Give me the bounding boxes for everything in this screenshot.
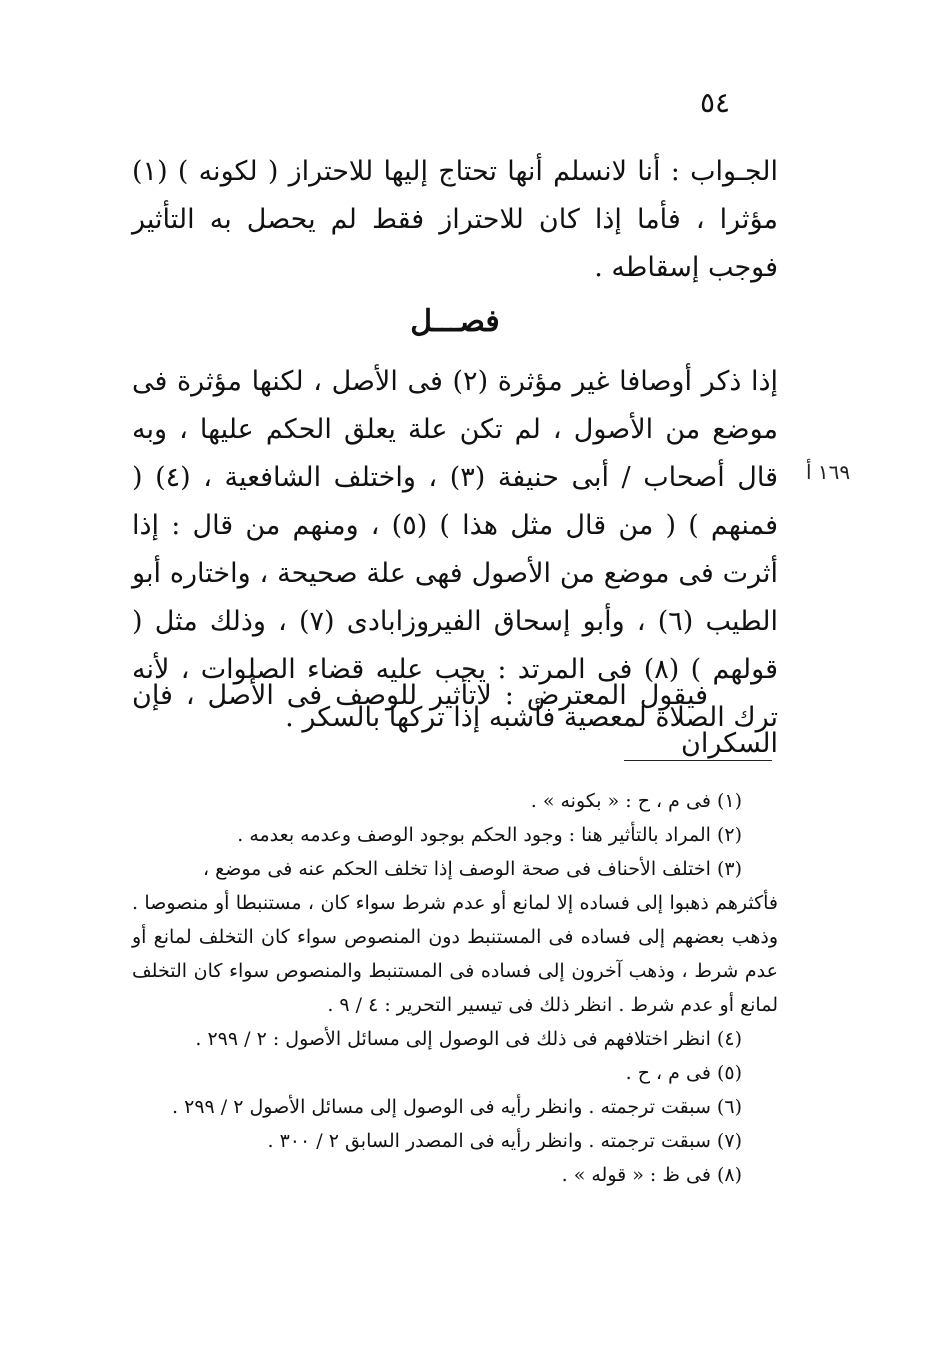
page-number: ٥٤ [700, 86, 731, 119]
footnote-3: (٣) اختلف الأحناف فى صحة الوصف إذا تخلف الحكم عنه فى موضع ، [202, 858, 742, 880]
footnote-8: (٨) فى ظ : « قوله » . [561, 1164, 742, 1186]
footnote-divider [624, 760, 772, 761]
objection-paragraph: فيقول المعترض : لاتأثير للوصف فى الأصل ، فإن السكران [132, 680, 778, 759]
section-heading: فصـــل [410, 304, 500, 339]
footnotes [132, 784, 778, 1192]
answer-paragraph: الجـواب : أنا لانسلم أنها تحتاج إليها للاحتراز ( لكونه ) (١) مؤثرا ، فأما إذا كان للاحتراز فقط لم يحصل به التأثير فوجب إسقاطه . [132, 156, 778, 283]
footnote-2: (٢) المراد بالتأثير هنا : وجود الحكم بوجود الوصف وعدمه بعدمه . [237, 824, 742, 846]
manuscript-folio-note: ١٦٩ أ [806, 460, 851, 484]
footnote-1: (١) فى م ، ح : « بكونه » . [530, 790, 742, 812]
section-paragraph: إذا ذكر أوصافا غير مؤثرة (٢) فى الأصل ، لكنها مؤثرة فى موضع من الأصول ، لم تكن علة يعلق الحكم عليها ، وبه قال أصحاب / أبى حنيفة (٣) ، واختلف الشافعية ، (٤) ( فمنهم ) ( من قال مثل هذا ) (٥) ، ومنهم من قال : إذا أثرت فى موضع من الأصول فهى علة صحيحة ، واختاره أبو الطيب (٦) ، وأبو إسحاق الفيروزابادى (٧) ، وذلك مثل ( قولهم ) (٨) فى المرتد : يجب عليه قضاء الصلوات ، لأنه ترك الصلاة لمعصية فأشبه إذا تركها بالسكر . [132, 366, 778, 733]
footnote-4: (٤) انظر اختلافهم فى ذلك فى الوصول إلى مسائل الأصول : ٢ / ٢٩٩ . [195, 1028, 742, 1050]
footnote-5: (٥) فى م ، ح . [625, 1062, 742, 1084]
footnote-3-continued: فأكثرهم ذهبوا إلى فساده إلا لمانع أو عدم شرط سواء كان ، مستنبطا أو منصوصا . وذهب بعضهم إلى فساده فى المستنبط دون المنصوص سواء كان التخلف لمانع أو عدم شرط ، وذهب آخرون إلى فساده فى المستنبط والمنصوص سواء كان التخلف لمانع أو عدم شرط . انظر ذلك فى تيسير التحرير : ٤ / ٩ . [132, 892, 778, 1016]
footnote-6: (٦) سبقت ترجمته . وانظر رأيه فى الوصول إلى مسائل الأصول ٢ / ٢٩٩ . [172, 1096, 742, 1118]
footnote-7: (٧) سبقت ترجمته . وانظر رأيه فى المصدر السابق ٢ / ٣٠٠ . [267, 1130, 742, 1152]
